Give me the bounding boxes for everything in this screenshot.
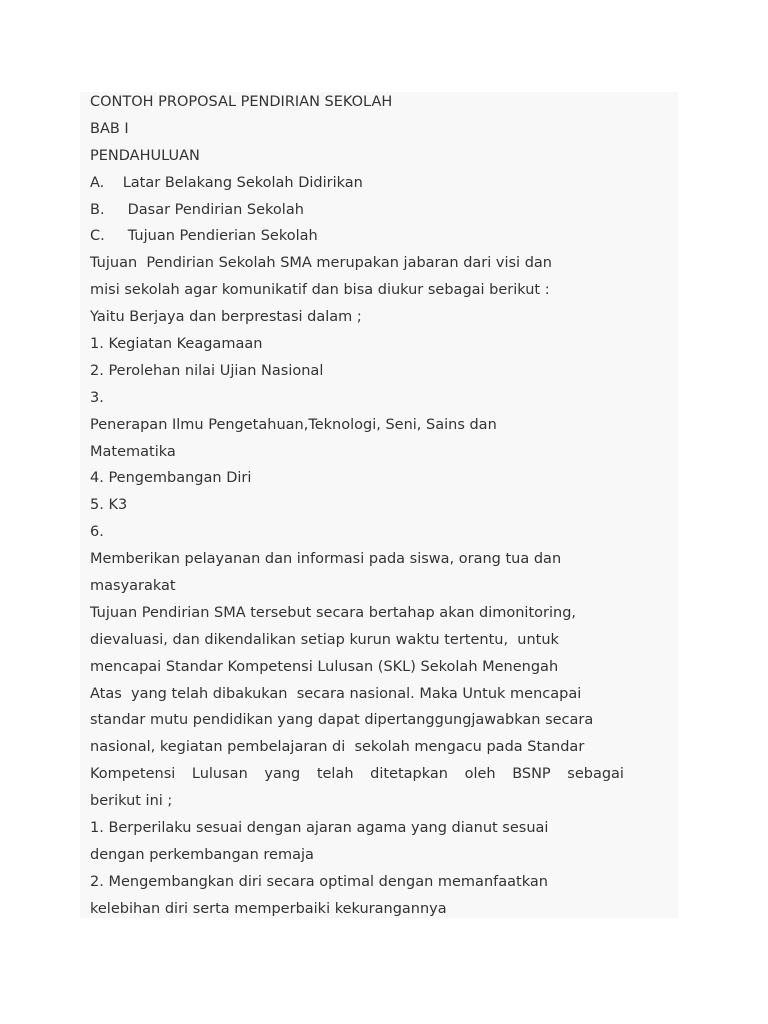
word: ditetapkan (370, 766, 448, 783)
list-item: 1. Berperilaku sesuai dengan ajaran agama yang dianut sesuai (90, 820, 549, 837)
word: telah (316, 766, 354, 783)
paragraph-line: Yaitu Berjaya dan berprestasi dalam ; (90, 309, 362, 326)
list-item-text: kelebihan diri serta memperbaiki kekurangannya (90, 900, 447, 917)
justified-paragraph-line (90, 761, 624, 788)
paragraph-line: dievaluasi, dan dikendalikan setiap kurun waktu tertentu, untuk (90, 631, 559, 648)
list-item-text: Penerapan Ilmu Pengetahuan,Teknologi, Seni, Sains dan (90, 416, 497, 433)
word: Kompetensi (90, 766, 176, 783)
list-item-text: dengan perkembangan remaja (90, 846, 314, 863)
section-b-heading: B. Dasar Pendirian Sekolah (90, 201, 304, 218)
word: BSNP (512, 766, 551, 783)
chapter-number: BAB I (90, 120, 129, 137)
list-item: 6. (90, 524, 104, 541)
list-item-text: Memberikan pelayanan dan informasi pada siswa, orang tua dan (90, 551, 562, 568)
paragraph-line: standar mutu pendidikan yang dapat dipertanggungjawabkan secara (90, 712, 594, 729)
paragraph-line: mencapai Standar Kompetensi Lulusan (SKL) Sekolah Menengah (90, 658, 559, 675)
section-c-heading: C. Tujuan Pendierian Sekolah (90, 228, 318, 245)
document-text-block (80, 92, 678, 918)
list-item: 4. Pengembangan Diri (90, 470, 252, 487)
document-title: CONTOH PROPOSAL PENDIRIAN SEKOLAH (90, 94, 393, 110)
paragraph-line: misi sekolah agar komunikatif dan bisa diukur sebagai berikut : (90, 282, 550, 299)
list-item: 2. Perolehan nilai Ujian Nasional (90, 362, 324, 379)
word: oleh (464, 766, 496, 783)
paragraph-line: berikut ini ; (90, 793, 173, 810)
chapter-title: PENDAHULUAN (90, 147, 200, 164)
list-item-text: masyarakat (90, 578, 176, 595)
list-item: 2. Mengembangkan diri secara optimal dengan memanfaatkan (90, 873, 548, 890)
paragraph-line: nasional, kegiatan pembelajaran di sekolah mengacu pada Standar (90, 739, 585, 756)
word: sebagai (567, 766, 624, 783)
list-item: 1. Kegiatan Keagamaan (90, 336, 263, 353)
word: yang (264, 766, 301, 783)
list-item: 3. (90, 389, 104, 406)
list-item-text: Matematika (90, 443, 176, 460)
section-a-heading: A. Latar Belakang Sekolah Didirikan (90, 174, 363, 191)
paragraph-line: Tujuan Pendirian SMA tersebut secara bertahap akan dimonitoring, (90, 604, 577, 621)
list-item: 5. K3 (90, 497, 128, 514)
paragraph-line: Tujuan Pendirian Sekolah SMA merupakan jabaran dari visi dan (90, 255, 552, 272)
paragraph-line: Atas yang telah dibakukan secara nasional. Maka Untuk mencapai (90, 685, 582, 702)
word: Lulusan (191, 766, 248, 783)
